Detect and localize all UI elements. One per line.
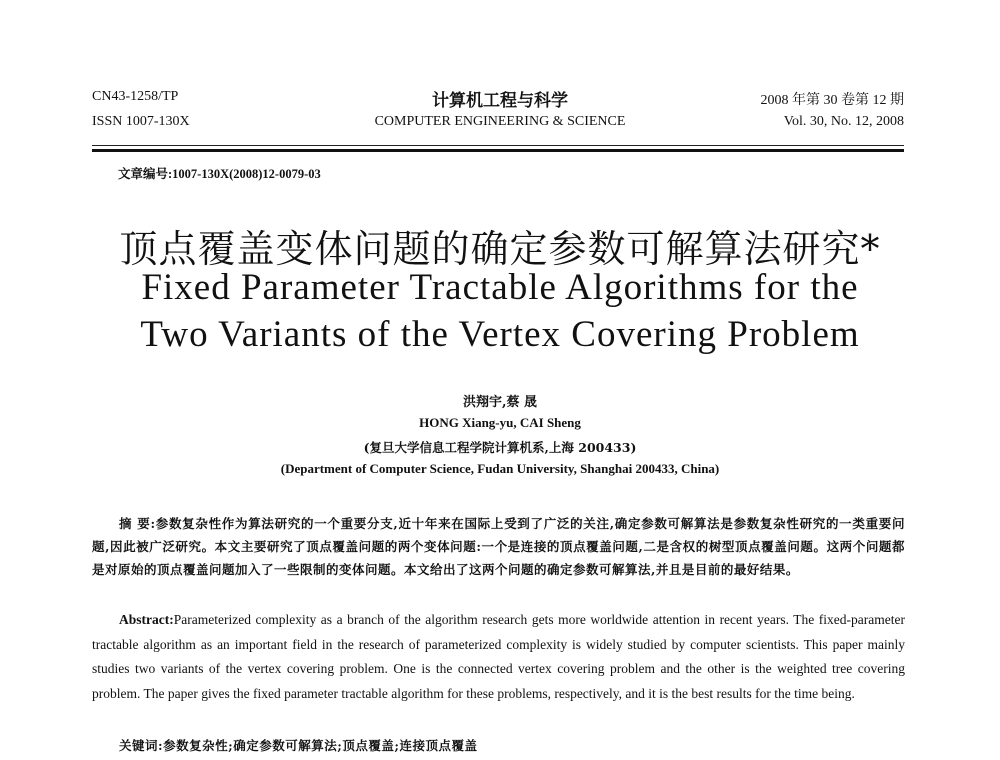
abstract-cn	[92, 512, 905, 581]
title-en-line1: Fixed Parameter Tractable Algorithms for the	[141, 267, 859, 308]
issue-cn: 2008 年第 30 卷第 12 期	[760, 93, 904, 108]
keywords-text: 参数复杂性;确定参数可解算法;顶点覆盖;连接顶点覆盖	[163, 738, 478, 753]
authors-cn: 洪翔宇,蔡 晟	[462, 395, 538, 410]
affiliation-en: (Department of Computer Science, Fudan University, Shanghai 200433, China)	[280, 461, 720, 476]
issue-en: Vol. 30, No. 12, 2008	[783, 114, 904, 129]
title-en-line2: Two Variants of the Vertex Covering Problem	[140, 314, 860, 355]
header-rule-thick	[92, 149, 904, 152]
issn: ISSN 1007-130X	[92, 114, 190, 129]
abstract-en-text: Parameterized complexity as a branch of the algorithm research gets more worldwide attention in recent years. The fixed-parameter tractable algorithm as an important field in the research of parameterized complexity is widely studied by computer scientists. This paper mainly studies two variants of the vertex covering problem. One is the connected vertex covering problem and the other is the weighted tree covering problem. The paper gives the fixed parameter tractable algorithm for these problems, respectively, and it is the best results for the time being.	[92, 612, 905, 701]
cn-code: CN43-1258/TP	[92, 89, 179, 104]
title-cn: 顶点覆盖变体问题的确定参数可解算法研究*	[119, 227, 881, 271]
header-rule	[92, 145, 904, 146]
article-number: 文章编号:1007-130X(2008)12-0079-03	[118, 167, 321, 181]
affiliation-cn: (复旦大学信息工程学院计算机系,上海 200433)	[363, 440, 637, 455]
keywords-label: 关键词:	[119, 738, 164, 753]
authors-en: HONG Xiang-yu, CAI Sheng	[419, 415, 581, 430]
abstract-cn-text: 参数复杂性作为算法研究的一个重要分支,近十年来在国际上受到了广泛的关注,确定参数可解算法是参数复杂性研究的一类重要问题,因此被广泛研究。本文主要研究了顶点覆盖问题的两个变体问题:一个是连接的顶点覆盖问题,二是含权的树型顶点覆盖问题。这两个问题都是对原始的顶点覆盖问题加入了一些限制的变体问题。本文给出了这两个问题的确定参数可解算法,并且是目前的最好结果。	[92, 516, 905, 577]
abstract-en	[92, 608, 905, 706]
abstract-en-label: Abstract:	[119, 612, 174, 627]
abstract-cn-label: 摘 要:	[119, 516, 156, 531]
journal-title-cn: 计算机工程与科学	[432, 91, 568, 111]
keywords	[119, 736, 477, 754]
journal-title-en: COMPUTER ENGINEERING & SCIENCE	[374, 114, 626, 129]
